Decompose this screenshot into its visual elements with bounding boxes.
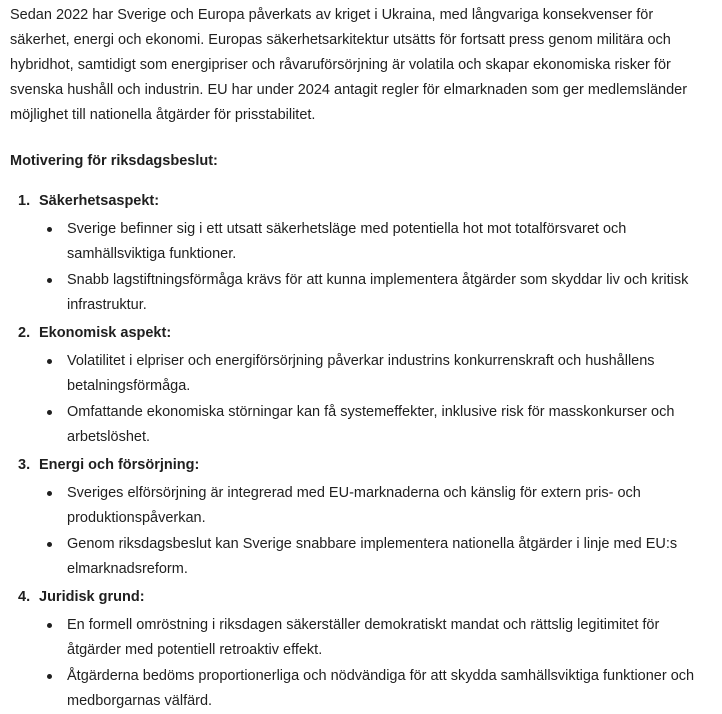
bullet-list bbox=[39, 613, 714, 714]
bullet-item bbox=[67, 349, 714, 399]
bullet-item bbox=[67, 268, 714, 318]
section-title: Säkerhetsaspekt: bbox=[39, 193, 160, 209]
bullet-icon bbox=[47, 227, 52, 232]
list-section bbox=[18, 585, 714, 714]
bullet-icon bbox=[47, 623, 52, 628]
section-number: 3. bbox=[18, 457, 31, 473]
bullet-item bbox=[67, 664, 714, 714]
section-title: Ekonomisk aspekt: bbox=[39, 325, 172, 341]
bullet-text: Snabb lagstiftningsförmåga krävs för att kunna implementera åtgärder som skyddar liv och kritisk infrastruktur. bbox=[67, 272, 689, 313]
section-number: 4. bbox=[18, 589, 31, 605]
intro-paragraph: Sedan 2022 har Sverige och Europa påverkats av kriget i Ukraina, med långvariga konsekvenser för säkerhet, energi och ekonomi. Europas säkerhetsarkitektur utsätts för fortsatt press genom militära och hybridhot, samtidigt som energipriser och råvaruförsörjning är volatila och skapar ekonomiska risker för svenska hushåll och industrin. EU har under 2024 antagit regler för elmarknaden som ger medlemsländer möjlighet till nationella åtgärder för prisstabilitet. bbox=[10, 7, 688, 123]
bullet-item bbox=[67, 532, 714, 582]
bullet-item bbox=[67, 613, 714, 663]
section-title: Energi och försörjning: bbox=[39, 457, 200, 473]
list-section bbox=[18, 189, 714, 318]
bullet-list bbox=[39, 349, 714, 450]
bullet-icon bbox=[47, 359, 52, 364]
section-number: 1. bbox=[18, 193, 31, 209]
list-section bbox=[18, 321, 714, 450]
bullet-item bbox=[67, 400, 714, 450]
numbered-list bbox=[10, 189, 714, 714]
bullet-icon bbox=[47, 674, 52, 679]
bullet-item bbox=[67, 217, 714, 267]
bullet-icon bbox=[47, 491, 52, 496]
bullet-text: Genom riksdagsbeslut kan Sverige snabbare implementera nationella åtgärder i linje med EU:s elmarknadsreform. bbox=[67, 536, 678, 577]
bullet-icon bbox=[47, 410, 52, 415]
section-number: 2. bbox=[18, 325, 31, 341]
bullet-icon bbox=[47, 542, 52, 547]
section-heading: Motivering för riksdagsbeslut: bbox=[10, 153, 218, 169]
section-title: Juridisk grund: bbox=[39, 589, 145, 605]
bullet-text: En formell omröstning i riksdagen säkerställer demokratiskt mandat och rättslig legitimitet för åtgärder med potentiell retroaktiv effekt. bbox=[67, 617, 660, 658]
bullet-text: Åtgärderna bedöms proportionerliga och nödvändiga för att skydda samhällsviktiga funktioner och medborgarnas välfärd. bbox=[67, 668, 695, 709]
bullet-text: Sverige befinner sig i ett utsatt säkerhetsläge med potentiella hot mot totalförsvaret och samhällsviktiga funktioner. bbox=[67, 221, 627, 262]
bullet-item bbox=[67, 481, 714, 531]
bullet-text: Omfattande ekonomiska störningar kan få systemeffekter, inklusive risk för masskonkurser och arbetslöshet. bbox=[67, 404, 675, 445]
bullet-icon bbox=[47, 278, 52, 283]
bullet-text: Sveriges elförsörjning är integrerad med EU-marknaderna och känslig för extern pris- och produktionspåverkan. bbox=[67, 485, 641, 526]
bullet-list bbox=[39, 481, 714, 582]
bullet-text: Volatilitet i elpriser och energiförsörjning påverkar industrins konkurrenskraft och hushållens betalningsförmåga. bbox=[67, 353, 655, 394]
bullet-list bbox=[39, 217, 714, 318]
list-section bbox=[18, 453, 714, 582]
